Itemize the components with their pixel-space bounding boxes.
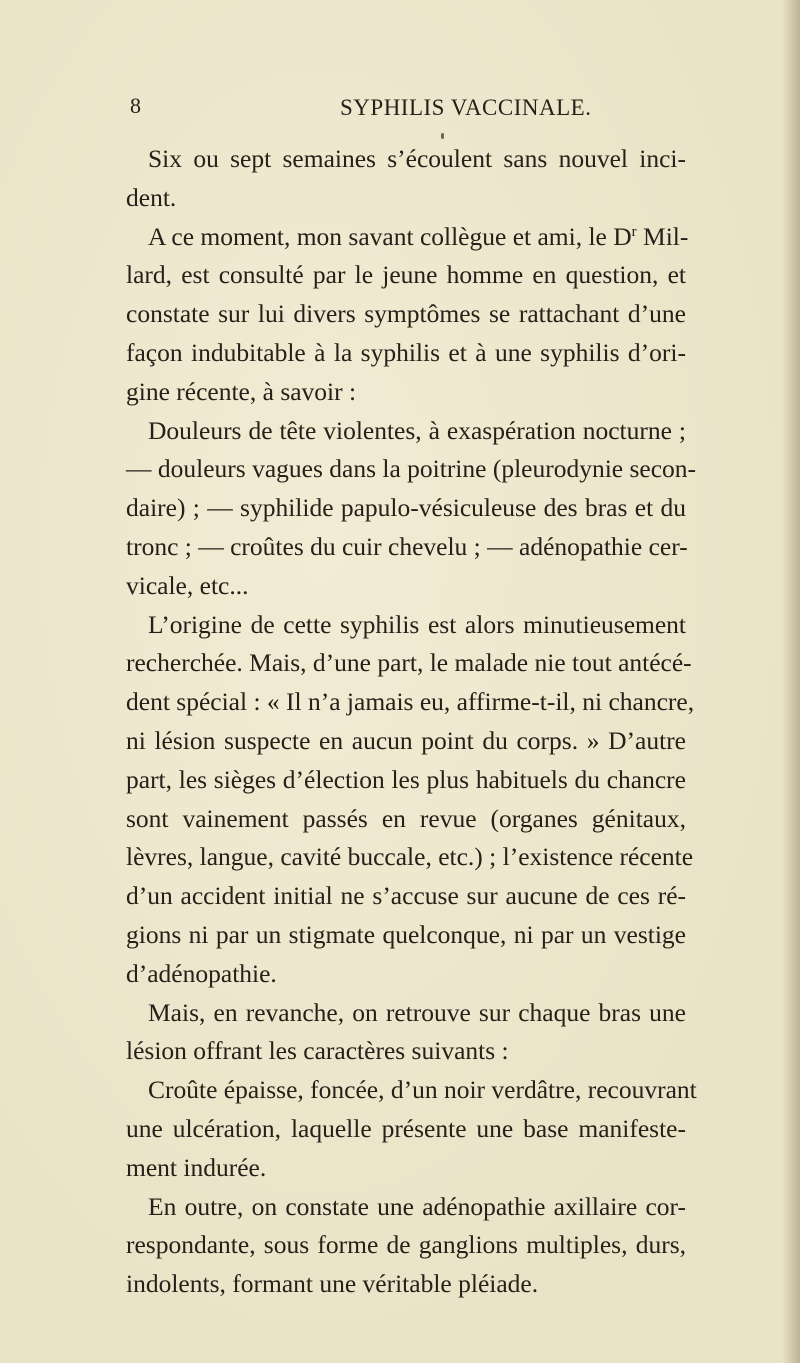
text-line: constate sur lui divers symptômes se rattachant d’une — [126, 299, 686, 329]
text-line: lésion offrant les caractères suivants : — [126, 1036, 509, 1066]
ink-speck — [441, 133, 444, 139]
page-number: 8 — [130, 93, 141, 118]
text-line: sont vainement passés en revue (organes génitaux, — [126, 803, 686, 833]
text-line: En outre, on constate une adénopathie axillaire cor- — [148, 1191, 686, 1221]
superscript: r — [631, 223, 637, 240]
text-line-start: A ce moment, mon savant collègue et ami, le D — [148, 221, 632, 251]
text-line: gions ni par un stigmate quelconque, ni par un vestige — [126, 919, 686, 949]
page-header — [0, 93, 800, 133]
text-line: vicale, etc... — [126, 570, 249, 600]
text-line: L’origine de cette syphilis est alors minutieusement — [148, 609, 686, 639]
text-line: ment indurée. — [126, 1152, 267, 1182]
text-line: part, les sièges d’élection les plus habituels du chancre — [126, 764, 686, 794]
body-text — [126, 140, 697, 1304]
text-line: d’un accident initial ne s’accuse sur aucune de ces ré- — [126, 881, 686, 911]
text-line: Douleurs de tête violentes, à exaspération nocturne ; — [148, 415, 686, 445]
text-line: — douleurs vagues dans la poitrine (pleurodynie secon- — [126, 454, 697, 484]
text-line: lard, est consulté par le jeune homme en question, et — [126, 260, 686, 290]
text-line: daire) ; — syphilide papulo-vésiculeuse des bras et du — [126, 493, 686, 523]
text-line: lèvres, langue, cavité buccale, etc.) ; l’existence récente — [126, 842, 694, 872]
text-line: indolents, formant une véritable pléiade. — [126, 1269, 539, 1299]
text-line: façon indubitable à la syphilis et à une syphilis d’ori- — [126, 337, 686, 367]
running-head: SYPHILIS VACCINALE. — [340, 95, 592, 120]
text-line: dent spécial : « Il n’a jamais eu, affirme-t-il, ni chancre, — [126, 687, 695, 717]
text-line: Croûte épaisse, foncée, d’un noir verdâtre, recouvrant — [148, 1075, 697, 1105]
text-line: Mais, en revanche, on retrouve sur chaque bras une — [148, 997, 686, 1027]
text-line: respondante, sous forme de ganglions multiples, durs, — [126, 1230, 686, 1260]
text-line: ni lésion suspecte en aucun point du corps. » D’autre — [126, 725, 686, 755]
text-line: Six ou sept semaines s’écoulent sans nouvel inci- — [148, 144, 686, 173]
text-line: tronc ; — croûtes du cuir chevelu ; — adénopathie cer- — [126, 531, 688, 561]
text-line: dent. — [126, 182, 177, 212]
page-edge-shadow — [782, 0, 800, 1363]
text-line: recherchée. Mais, d’une part, le malade nie tout antécé- — [126, 648, 692, 678]
text-line: une ulcération, laquelle présente une base manifeste- — [126, 1113, 686, 1143]
text-line-with-superscript — [126, 218, 689, 257]
text-line: gine récente, à savoir : — [126, 376, 357, 406]
text-line: d’adénopathie. — [126, 958, 277, 988]
text-line-end: Mil- — [636, 221, 689, 251]
